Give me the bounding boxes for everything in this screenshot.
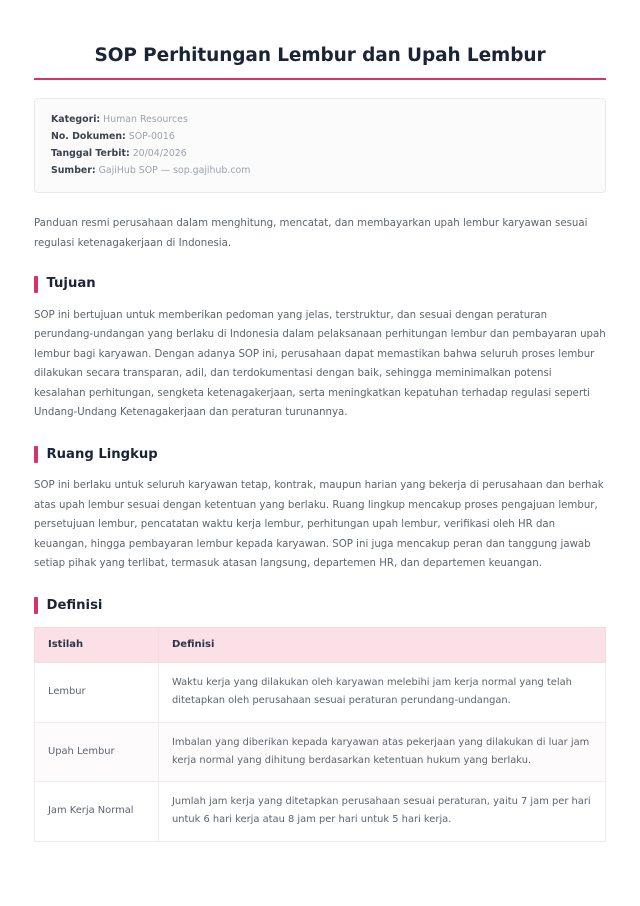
metadata-value-sumber: GajiHub SOP — sop.gajihub.com <box>98 164 251 176</box>
table-row <box>35 782 606 842</box>
definisi-table-header <box>35 627 606 662</box>
accent-bar-icon <box>34 276 38 293</box>
metadata-label-sumber: Sumber: <box>51 164 96 176</box>
metadata-row-no-dokumen <box>51 128 589 145</box>
metadata-label-no-dokumen: No. Dokumen: <box>51 130 126 142</box>
table-header-row <box>35 627 606 662</box>
metadata-label-tanggal-terbit: Tanggal Terbit: <box>51 147 130 159</box>
accent-bar-icon <box>34 597 38 614</box>
definisi-table <box>34 627 606 842</box>
metadata-label-kategori: Kategori: <box>51 113 101 125</box>
definisi-table-body <box>35 662 606 841</box>
section-title-tujuan: Tujuan <box>46 276 96 292</box>
metadata-value-no-dokumen: SOP-0016 <box>128 130 175 142</box>
cell-term: Jam Kerja Normal <box>35 782 159 842</box>
section-title-definisi: Definisi <box>46 597 103 613</box>
column-header-istilah: Istilah <box>35 627 159 662</box>
section-body-tujuan: SOP ini bertujuan untuk memberikan pedoman yang jelas, terstruktur, dan sesuai dengan peraturan perundang-undangan yang berlaku di Indonesia dalam pelaksanaan perhitungan lembur dan pembayaran upah lembur bagi karyawan. Dengan adanya SOP ini, perusahaan dapat memastikan bahwa seluruh proses lembur dilakukan secara transparan, adil, dan terdokumentasi dengan baik, sehingga meminimalkan potensi kesalahan perhitungan, sengketa ketenagakerjaan, serta meningkatkan kepatuhan terhadap regulasi seperti Undang-Undang Ketenagakerjaan dan peraturan turunannya. <box>34 309 606 419</box>
metadata-row-tanggal-terbit <box>51 145 589 162</box>
cell-definition: Imbalan yang diberikan kepada karyawan atas pekerjaan yang dilakukan di luar jam kerja normal yang dihitung berdasarkan ketentuan hukum yang berlaku. <box>159 722 606 782</box>
section-title-ruang-lingkup: Ruang Lingkup <box>46 446 158 462</box>
column-header-definisi: Definisi <box>159 627 606 662</box>
metadata-value-kategori: Human Resources <box>103 113 188 125</box>
section-heading-ruang-lingkup <box>34 446 606 463</box>
table-row <box>35 662 606 722</box>
document-metadata-box <box>34 98 606 193</box>
cell-term: Upah Lembur <box>35 722 159 782</box>
accent-bar-icon <box>34 446 38 463</box>
cell-term: Lembur <box>35 662 159 722</box>
cell-definition: Jumlah jam kerja yang ditetapkan perusahaan sesuai peraturan, yaitu 7 jam per hari untuk 6 hari kerja atau 8 jam per hari untuk 5 hari kerja. <box>159 782 606 842</box>
table-row <box>35 722 606 782</box>
metadata-row-kategori <box>51 111 589 128</box>
metadata-value-tanggal-terbit: 20/04/2026 <box>132 147 187 159</box>
metadata-row-sumber <box>51 162 589 179</box>
page-title: SOP Perhitungan Lembur dan Upah Lembur <box>94 45 546 66</box>
section-heading-definisi <box>34 597 606 614</box>
cell-definition: Waktu kerja yang dilakukan oleh karyawan melebihi jam kerja normal yang telah ditetapkan oleh perusahaan sesuai peraturan perundang-undangan. <box>159 662 606 722</box>
section-heading-tujuan <box>34 276 606 293</box>
intro-paragraph: Panduan resmi perusahaan dalam menghitung, mencatat, dan membayarkan upah lembur karyawan sesuai regulasi ketenagakerjaan di Indonesia. <box>34 218 588 249</box>
title-divider <box>34 78 606 80</box>
section-body-ruang-lingkup: SOP ini berlaku untuk seluruh karyawan tetap, kontrak, maupun harian yang bekerja di perusahaan dan berhak atas upah lembur sesuai dengan ketentuan yang berlaku. Ruang lingkup mencakup proses pengajuan lembur, persetujuan lembur, pencatatan waktu kerja lembur, perhitungan upah lembur, verifikasi oleh HR dan keuangan, hingga pembayaran lembur kepada karyawan. SOP ini juga mencakup peran dan tanggung jawab setiap pihak yang terlibat, termasuk atasan langsung, departemen HR, dan departemen keuangan. <box>34 480 604 570</box>
